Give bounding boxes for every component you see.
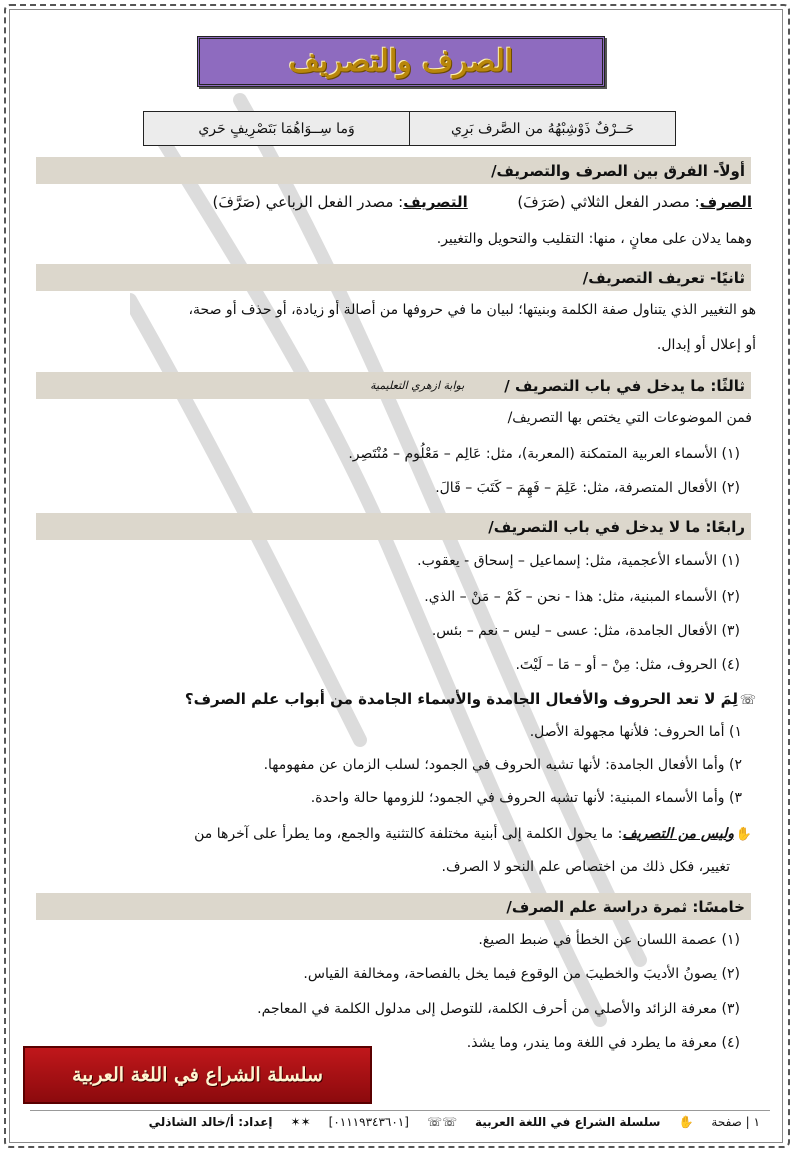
not-tasrif-line-2: تغيير، فكل ذلك من اختصاص علم النحو لا الصرف.	[441, 859, 730, 875]
footer-author: إعداد: أ/خالد الشاذلي	[148, 1114, 273, 1129]
answer-1: ١) أما الحروف: فلأنها مجهولة الأصل.	[529, 724, 742, 740]
hand-icon: ✋	[735, 827, 752, 842]
not-tasrif-text: : ما يحول الكلمة إلى أبنية مختلفة كالتثنية والجمع، وما يطرأ على آخرها من	[194, 826, 623, 842]
page-title: الصرف والتصريف	[288, 44, 514, 79]
section-heading-4	[36, 513, 751, 540]
excluded-item-4: (٤) الحروف، مثل: مِنْ – أو – مَا – لَيْتَ.	[515, 657, 740, 673]
tasrif-definition-line-1: هو التغيير الذي يتناول صفة الكلمة وبنيتها؛ لبيان ما في حروفها من أصالة أو زيادة، أو حذف أو صحة،	[188, 302, 756, 318]
title-box	[197, 36, 605, 87]
footer-page: ١ | صفحة	[711, 1114, 760, 1129]
footer-phone: [٠١١١٩٣٤٣٦٠١]	[328, 1114, 409, 1129]
answer-3: ٣) وأما الأسماء المبنية: لأنها تشبه الحروف في الجمود؛ للزومها حالة واحدة.	[310, 790, 742, 806]
section-heading-2-text: ثانيًا- تعريف التصريف/	[582, 268, 745, 287]
section-heading-1-text: أولاً- الفرق بين الصرف والتصريف/	[491, 161, 745, 180]
tasrif-text: : مصدر الفعل الرباعي (صَرَّفَ)	[212, 193, 404, 211]
not-tasrif-label: وليس من التصريف	[622, 826, 734, 842]
excluded-item-2: (٢) الأسماء المبنية، مثل: هذا - نحن – كَمْ – مَنْ – الذي.	[424, 589, 740, 605]
tasrif-definition-line-2: أو إعلال أو إبدال.	[656, 337, 756, 353]
verse-box	[143, 111, 676, 146]
section-heading-4-text: رابعًا: ما لا يدخل في باب التصريف/	[488, 517, 745, 536]
phone-icon: ☏	[739, 693, 756, 708]
section-heading-5-text: خامسًا: ثمرة دراسة علم الصرف/	[506, 897, 745, 916]
benefit-item-4: (٤) معرفة ما يطرد في اللغة وما يندر، وما يشذ.	[466, 1035, 740, 1051]
excluded-item-3: (٣) الأفعال الجامدة، مثل: عسى – ليس – نعم – بئس.	[431, 623, 740, 639]
sarf-text: : مصدر الفعل الثلاثي (صَرَفَ)	[517, 193, 700, 211]
section-heading-2	[36, 264, 751, 291]
included-item-2: (٢) الأفعال المتصرفة، مثل: عَلِمَ – فَهِمَ – كَتَبَ – قَالَ.	[435, 480, 740, 496]
benefit-item-1: (١) عصمة اللسان عن الخطأ في ضبط الصيغ.	[478, 932, 740, 948]
benefit-item-3: (٣) معرفة الزائد والأصلي من أحرف الكلمة، للتوصل إلى مدلول الكلمة في المعاجم.	[257, 1001, 740, 1017]
excluded-item-1: (١) الأسماء الأعجمية، مثل: إسماعيل – إسحاق - يعقوب.	[417, 553, 740, 569]
footer-hand-icon: ✋	[678, 1114, 694, 1129]
question-text: لِمَ لا تعد الحروف والأفعال الجامدة والأسماء الجامدة من أبواب علم الصرف؟	[184, 690, 738, 708]
footer-series: سلسلة الشراع في اللغة العربية	[474, 1114, 661, 1129]
footer-star-icon: ✶✶	[290, 1114, 311, 1129]
answer-2: ٢) وأما الأفعال الجامدة: لأنها تشبه الحروف في الجمود؛ لسلب الزمان عن مفهومها.	[263, 757, 742, 773]
meaning-line: وهما يدلان على معانٍ ، منها: التقليب والتحويل والتغيير.	[436, 231, 752, 247]
included-intro: فمن الموضوعات التي يختص بها التصريف/	[507, 410, 752, 426]
tasrif-label: التصريف	[403, 193, 468, 211]
section-heading-3	[36, 372, 751, 399]
not-tasrif-line-1	[194, 826, 752, 842]
series-banner	[23, 1046, 372, 1104]
footer-phone-icon: ☏☏	[426, 1114, 457, 1129]
page-footer	[30, 1110, 770, 1132]
verse-first-hemistich: حَــرْفٌ ذَوْشِبْهُهُ من الصَّرف بَرِي	[409, 112, 675, 145]
section-heading-3-text: ثالثًا: ما يدخل في باب التصريف /	[504, 376, 745, 395]
section-heading-1	[36, 157, 751, 184]
portal-note: بوابة ازهري التعليمية	[370, 379, 465, 392]
sarf-label: الصرف	[699, 193, 752, 211]
definition-line	[213, 193, 752, 211]
section-heading-5	[36, 893, 751, 920]
verse-second-hemistich: وَما سِــوَاهُمَا بَتَصْرِيفٍ حَري	[198, 120, 355, 137]
included-item-1: (١) الأسماء العربية المتمكنة (المعربة)، مثل: عَالِم – مَعْلُوم – مُنْتَصِر.	[348, 446, 740, 462]
benefit-item-2: (٢) يصونُ الأديبَ والخطيبَ من الوقوع فيما يخل بالفصاحة، ومخالفة القياس.	[303, 966, 740, 982]
series-banner-text: سلسلة الشراع في اللغة العربية	[72, 1064, 323, 1086]
question-line	[185, 690, 756, 708]
